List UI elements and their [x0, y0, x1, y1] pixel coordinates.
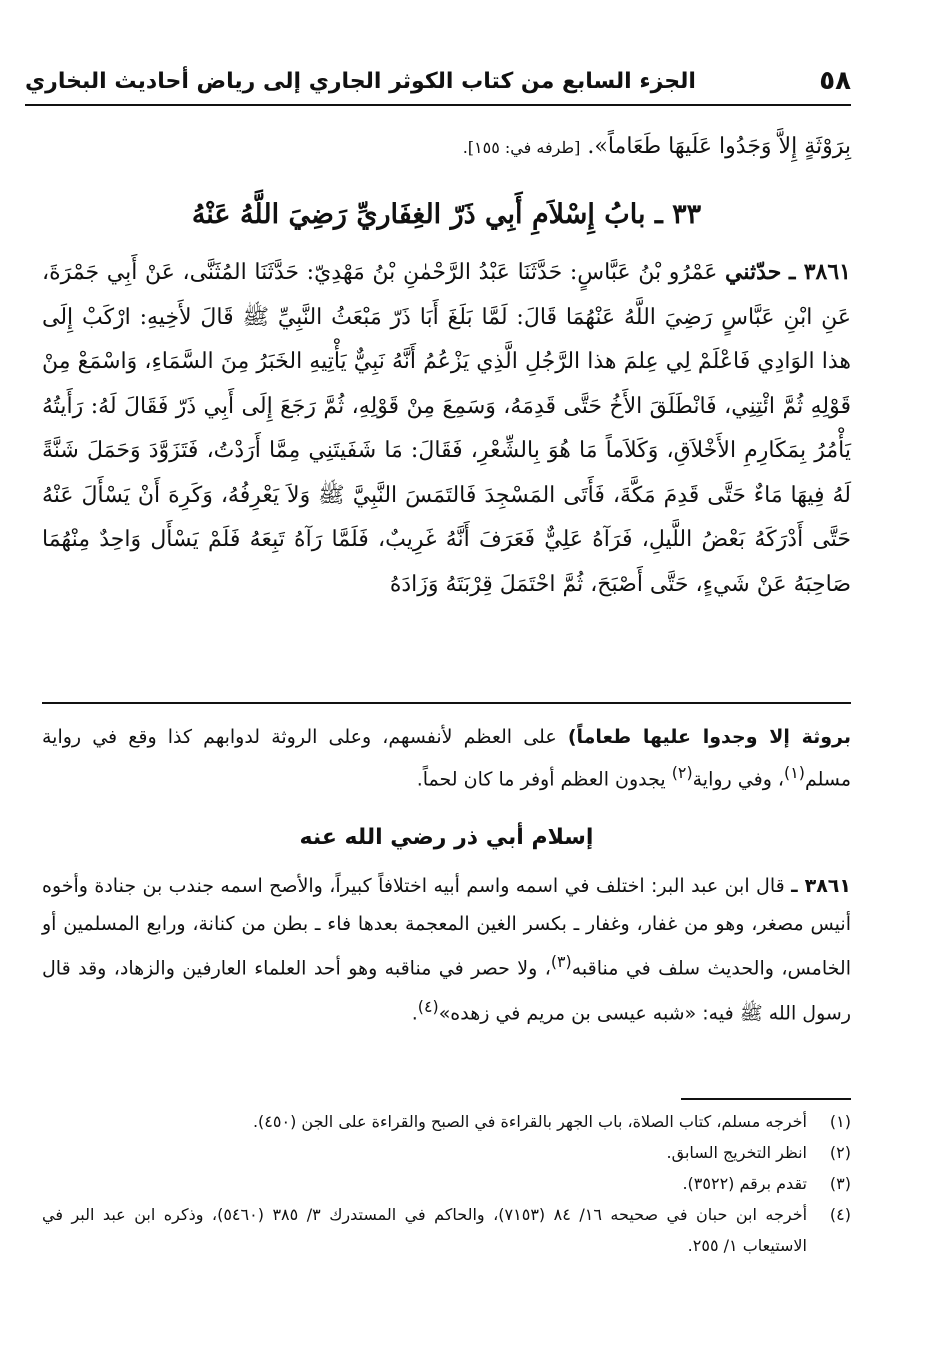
footnote	[42, 1199, 851, 1261]
footnote-text: أخرجه مسلم، كتاب الصلاة، باب الجهر بالقراءة في الصبح والقراءة على الجن (٤٥٠).	[252, 1112, 807, 1131]
footnote-number: (١)	[829, 1112, 851, 1131]
hadith-text	[42, 250, 851, 607]
cross-reference-note: [طرفه في: ١٥٥].	[462, 138, 581, 157]
footnote	[42, 1106, 851, 1137]
text-commentary-divider	[42, 702, 851, 704]
footnote-text: تقدم برقم (٣٥٢٢).	[682, 1174, 807, 1193]
footnote-ref-3: (٣)	[550, 952, 572, 971]
footnote-text: أخرجه ابن حبان في صحيحه ١٦/ ٨٤ (٧١٥٣)، والحاكم في المستدرك ٣/ ٣٨٥ (٥٤٦٠)، وذكره ابن عبد البر في الاستيعاب ١/ ٢٥٥.	[42, 1205, 808, 1255]
footnotes	[42, 1106, 851, 1261]
commentary-main	[42, 868, 851, 1033]
commentary-continuation	[42, 720, 851, 797]
hadith-body: عَمْرُو بْنُ عَبَّاسٍ: حَدَّثَنَا عَبْدُ الرَّحْمٰنِ بْنُ مَهْدِيّ: حَدَّثَنَا المُثَنَّى، عَنْ أَبِي جَمْرَةَ، عَنِ ابْنِ عَبَّاسٍ رَضِيَ اللَّهُ عَنْهُمَا قَالَ: لَمَّا بَلَغَ أَبَا ذَرّ مَبْعَثُ النَّبِيِّ ﷺ قَالَ لأَخِيهِ: ارْكَبْ إِلَى هذا الوَادِي فَاعْلَمْ لِي عِلمَ هذا الرَّجُلِ الَّذِي يَزْعُمُ أَنَّهُ نَبِيٌّ يَأْتِيهِ الخَبَرُ مِنَ السَّمَاءِ، وَاسْمَعْ مِنْ قَوْلِهِ ثُمَّ ائْتِنِي، فَانْطَلَقَ الأَخُ حَتَّى قَدِمَهُ، وَسَمِعَ مِنْ قَوْلِهِ، ثُمَّ رَجَعَ إِلَى أَبِي ذَرّ فَقَالَ لَهُ: رَأَيتُهُ يَأْمُرُ بِمَكَارِمِ الأَخْلاَقِ، وَكَلاَماً مَا هُوَ بِالشِّعْرِ، فَقَالَ: مَا شَفَيتَنِي مِمَّا أَرَدْتُ، فَتَزَوَّدَ وَحَمَلَ شَنَّةً لَهُ فِيهَا مَاءٌ حَتَّى قَدِمَ مَكَّةَ، فَأَتَى المَسْجِدَ فَالتَمَسَ النَّبِيَّ ﷺ وَلاَ يَعْرِفُهُ، وَكَرِهَ أَنْ يَسْأَلَ عَنْهُ حَتَّى أَدْرَكَهُ بَعْضُ اللَّيلِ، فَرَآهُ عَلِيٌّ فَعَرَفَ أَنَّهُ غَرِيبٌ، فَلَمَّا رَآهُ تَبِعَهُ فَلَمْ يَسْأَل وَاحِدٌ مِنْهُمَا صَاحِبَهُ عَنْ شَيءٍ، حَتَّى أَصْبَحَ، ثُمَّ احْتَمَلَ قِرْبَتَهُ وَزَادَهُ	[42, 260, 851, 597]
footnote-number: (٣)	[829, 1174, 851, 1193]
footnote	[42, 1168, 851, 1199]
commentary-text-2: ، وفي رواية	[692, 768, 785, 791]
footnote-separator	[681, 1098, 851, 1100]
running-title: الجزء السابع من كتاب الكوثر الجاري إلى رياض أحاديث البخاري	[25, 68, 696, 94]
footnote-text: انظر التخريج السابق.	[666, 1143, 807, 1162]
continuation-text: بِرَوْثَةٍ إِلاَّ وَجَدُوا عَلَيهَا طَعَاماً».	[587, 134, 851, 159]
commentary-text-3: يجدون العظم أوفر ما كان لحماً.	[416, 768, 666, 791]
hadith-intro: حدّثني	[725, 259, 782, 285]
commentary-text: على العظم لأنفسهم، وعلى الروثة لدوابهم كذا وقع في رواية مسلم	[42, 726, 851, 791]
footnote-ref-2: (٢)	[671, 763, 693, 782]
page-number: ٥٨	[819, 66, 851, 96]
footnote-number: (٤)	[829, 1205, 851, 1224]
section-heading: إسلام أبي ذر رضي الله عنه	[299, 825, 594, 850]
commentary-number: ٣٨٦١ ـ	[791, 875, 851, 897]
hadith-number: ٣٨٦١ ـ	[788, 259, 851, 285]
hadith-continuation	[42, 126, 851, 168]
footnote-ref-1: (١)	[784, 763, 805, 782]
footnote-ref-4: (٤)	[417, 996, 439, 1016]
commentary-main-text-3: .	[411, 1002, 418, 1025]
running-head	[25, 58, 851, 106]
chapter-heading: ٣٣ ـ بابُ إِسْلاَمِ أَبِي ذَرّ الغِفَاريِّ رَضِيَ اللَّهُ عَنْهُ	[191, 199, 702, 230]
commentary-main-text: قال ابن عبد البر: اختلف في اسمه واسم أبيه اختلافاً كبيراً، والأصح اسمه جندب بن جنادة وأخوه أنيس مصغر، وهو من غفار، وغفار ـ بكسر الغين المعجمة بعدها فاء ـ بطن من كنانة، ورابع المسلمين أو الخامس، والحديث سلف في مناقبه	[42, 875, 851, 980]
commentary-lemma: بروثة إلا وجدوا عليها طعاماً)	[567, 726, 851, 748]
commentary-main-text-2: ، ولا حصر في مناقبه وهو أحد العلماء العارفين والزهاد، وقد قال رسول الله ﷺ فيه: «شبه عيسى بن مريم في زهده»	[42, 957, 851, 1025]
footnote	[42, 1137, 851, 1168]
footnote-number: (٢)	[829, 1143, 851, 1162]
